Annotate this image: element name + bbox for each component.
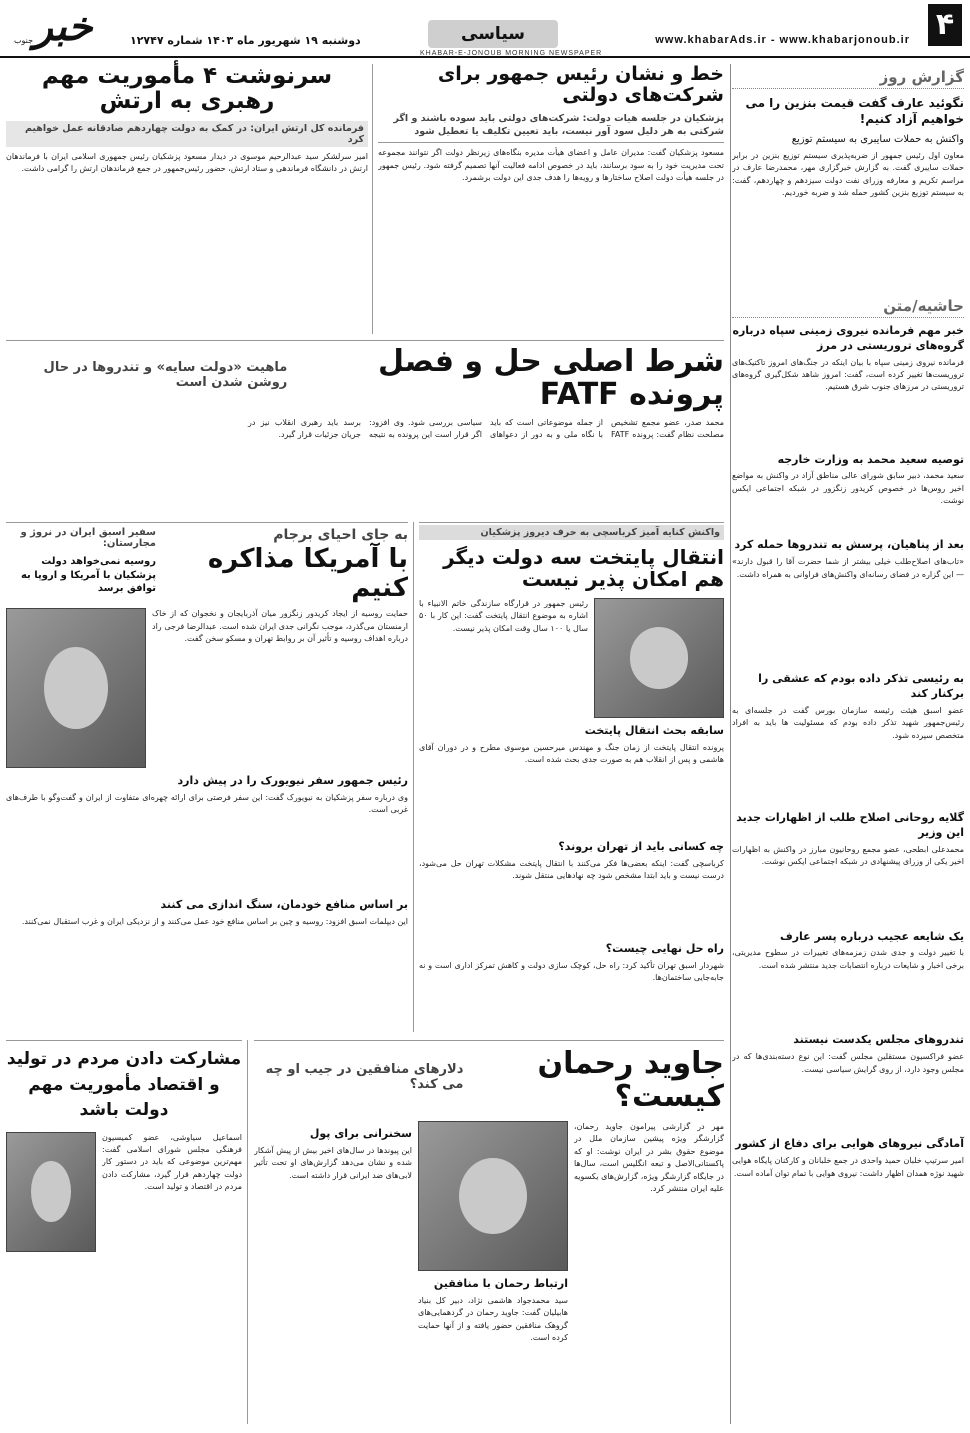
- report-box-title: گزارش روز: [732, 64, 964, 89]
- page-number: ۴: [928, 4, 962, 46]
- english-name: KHABAR-E-JONOUB MORNING NEWSPAPER: [420, 50, 603, 57]
- margin-article6-body: با تغییر دولت و جدی شدن زمزمه‌های تغییرات در سطوح مدیریتی، برخی اخبار و شایعات درباره انتصابات جدید منتشر شده است.: [732, 948, 964, 970]
- story3-kicker: ماهیت «دولت سایه» و تندروها در حال روشن شدن است: [43, 360, 288, 390]
- margin-article8-title: آمادگی نیروهای هوایی برای دفاع از کشور: [735, 1137, 964, 1151]
- margin-box-title: حاشیه/متن: [732, 293, 964, 318]
- story-capital-relocation: [419, 522, 724, 1032]
- column-divider: [730, 64, 731, 1424]
- newspaper-logo: خبر: [33, 3, 93, 50]
- story-people-participation: [6, 1040, 242, 1424]
- story6-sub1-body: سید محمدجواد هاشمی نژاد، دبیر کل بنیاد هابیلیان گفت: جاوید رحمان در گردهمایی‌های گروهک منافقین حضور یافته و از آنها حمایت کرده است.: [418, 1295, 568, 1343]
- story1-headline: خط و نشان رئیس جمهور برای شرکت‌های دولتی: [437, 63, 724, 106]
- story-state-companies: [378, 64, 724, 334]
- margin-article7-title: تندروهای مجلس یکدست نیستند: [793, 1033, 964, 1047]
- top-divider: [372, 64, 373, 334]
- story-javaid-rehman: [254, 1040, 724, 1424]
- story-army-missions: [6, 64, 368, 334]
- margin-article4-title: به رئیسی تذکر داده بودم که عشقی را برکنار کند: [758, 672, 964, 701]
- story4-box3-body: شهردار اسبق تهران تأکید کرد: راه حل، کوچک سازی دولت و کاهش تمرکز اداری است و نه جابه‌جایی ساختمان‌ها.: [419, 960, 724, 982]
- margin-article1-title: خبر مهم فرمانده نیروی زمینی سپاه درباره گروه‌های تروریستی در مرز: [732, 323, 964, 352]
- margin-article5-title: گلایه روحانی اصلاح طلب از اظهارات جدید این وزیر: [736, 810, 964, 839]
- margin-article3-body: «تاب‌های اصلاح‌طلب خیلی بیشتر از شما حضرت آقا را قبول دارند» — این گزاره در فضای رسانه‌ای واکنش‌های فراوانی به همراه داشت.: [732, 557, 964, 579]
- masthead: [0, 0, 970, 58]
- story5-side-headline: روسیه نمی‌خواهد دولت پزشکیان با آمریکا و اروپا به توافق برسد: [20, 556, 156, 594]
- margin-article3-title: بعد از پناهیان، پرسش به تندروها حمله کرد: [734, 538, 964, 552]
- story5-sub2-body: این دیپلمات اسبق افزود: روسیه و چین بر اساس منافع خود عمل می‌کنند و از نزدیکی ایران و غرب استقبال نمی‌کنند.: [21, 916, 408, 926]
- story5-headline: با آمریکا مذاکره کنیم: [207, 544, 408, 603]
- story4-box3-title: راه حل نهایی چیست؟: [605, 941, 724, 955]
- story6-headline: جاوید رحمان کیست؟: [537, 1046, 724, 1114]
- story5-kicker: به جای احیای برجام: [273, 527, 408, 543]
- siavashi-photo: [6, 1132, 96, 1252]
- story4-headline: انتقال پایتخت سه دولت دیگر هم امکان پذیر نیست: [443, 545, 724, 591]
- story6-sub2-body: این پیوندها در سال‌های اخیر بیش از پیش آشکار شده و نشان می‌دهد گزارش‌های او تحت تأثیر لابی‌های ضد ایرانی قرار داشته است.: [254, 1145, 412, 1180]
- margin-article5-body: محمدعلی ابطحی، عضو مجمع روحانیون مبارز در واکنش به اظهارات اخیر یکی از وزرای پیشنهادی در شبکه اجتماعی ایکس نوشت.: [732, 844, 964, 867]
- bottom-divider: [247, 1040, 248, 1424]
- margin-article2-title: توصیه سعید محمد به وزارت خارجه: [777, 452, 964, 466]
- website-urls[interactable]: www.khabarAds.ir - www.khabarjonoub.ir: [655, 34, 910, 46]
- story5-sub1-title: رئیس جمهور سفر نیویورک را در پیش دارد: [177, 774, 408, 788]
- report-body: معاون اول رئیس جمهور از ضربه‌پذیری سیستم توزیع بنزین در برابر حملات سایبری گفت. به گزارش خبرگزاری مهر، محمدرضا عارف در مراسم تکریم و معارفه وزرای نفت دولت سیزدهم و چهاردهم، گفت: به سیستم توزیع بنزین کشور حمله شد و ضربه خوردیم.: [732, 150, 964, 198]
- story4-box1-title: سابقه بحث انتقال پایتخت: [584, 724, 724, 737]
- story7-headline: مشارکت دادن مردم در تولید و اقتصاد مأموریت مهم دولت باشد: [6, 1049, 242, 1120]
- story6-body: مهر در گزارشی پیرامون جاوید رحمان، گزارشگر ویژه پیشین سازمان ملل در موضوع حقوق بشر در ایران نوشت: او که پاکستانی‌الاصل و تبعه انگلیس است، سال‌ها در جایگاه گزارشگر ویژه، گزارش‌های یکسویه علیه ایران منتشر کرد.: [574, 1122, 724, 1193]
- right-column: [732, 64, 964, 1424]
- story3-headline: شرط اصلی حل و فصل پرونده FATF: [378, 344, 724, 412]
- story5-sub1-body: وی درباره سفر پزشکیان به نیویورک گفت: این سفر فرصتی برای ارائه چهره‌ای متفاوت از ایران و گفت‌وگو با طرف‌های غربی است.: [6, 793, 408, 815]
- story4-box1-body: پرونده انتقال پایتخت از زمان جنگ و مهندس میرحسین موسوی مطرح و در دوران آقای هاشمی و پس از انقلاب هم به صورت جدی بحث شده است.: [419, 742, 724, 765]
- story-fatf: [6, 340, 724, 516]
- story1-body: مسعود پزشکیان گفت: مدیران عامل و اعضای هیأت مدیره بنگاه‌های زیرنظر دولت اگر نتوانند مجموعه تحت مدیریت خود را به سود برسانند، باید در خصوص ادامه فعالیت آنها تصمیم گرفته شود. رئیس جمهور در جلسه هیأت دولت اصلاح ساختارها و رویه‌ها را هدف جدی این دولت برشمرد.: [378, 148, 724, 183]
- dateline: دوشنبه ۱۹ شهریور ماه ۱۴۰۳ شماره ۱۲۷۴۷: [130, 34, 361, 47]
- story6-sub1-title: ارتباط رحمان با منافقین: [433, 1277, 568, 1290]
- story5-sub2-title: بر اساس منافع خودمان، سنگ اندازی می کنند: [160, 898, 408, 912]
- margin-article2-body: سعید محمد، دبیر سابق شورای عالی مناطق آزاد در واکنش به مواضع اخیر روس‌ها در خصوص کریدور زنگزور در شبکه اجتماعی ایکس نوشت.: [732, 471, 964, 506]
- margin-article6-title: یک شایعه عجیب درباره پسر عارف: [779, 929, 964, 943]
- story1-subhead: پزشکیان در جلسه هیات دولت: شرکت‌های دولتی باید سوده باشند و اگر شرکتی به هر دلیل سود آور نیست، باید تعیین تکلیف یا تعطیل شود: [393, 112, 724, 138]
- middle-divider: [413, 522, 414, 1032]
- margin-article4-body: عضو اسبق هیئت رئیسه سازمان بورس گفت در جلسه‌ای به رئیس‌جمهور شهید تذکر داده بودم که مسئولیت ها باید به افراد متخصص سپرده شود.: [732, 705, 964, 740]
- story6-sub2-title: سخنرانی برای پول: [309, 1127, 412, 1140]
- story2-subhead: فرمانده کل ارتش ایران: در کمک به دولت چهاردهم صادقانه عمل خواهیم کرد: [6, 121, 368, 147]
- story7-body: اسماعیل سیاوشی، عضو کمیسیون فرهنگی مجلس شورای اسلامی گفت: مهم‌ترین موضوعی که باید در دستور کار دولت چهاردهم قرار گیرد، مشارکت دادن مردم در اقتصاد و تولید است.: [102, 1132, 242, 1192]
- story3-body: محمد صدر، عضو مجمع تشخیص مصلحت نظام گفت: پرونده FATF از جمله موضوعاتی است که باید با نگاه ملی و به دور از دعواهای سیاسی بررسی شود. وی افزود: اگر قرار است این پرونده به نتیجه برسد باید رهبری انقلاب نیز در جریان جزئیات قرار گیرد.: [248, 418, 724, 440]
- story4-kicker: واکنش کنایه آمیز کرباسچی به حرف دیروز پزشکیان: [419, 525, 724, 540]
- story5-side-kicker: سفیر اسبق ایران در نروژ و مجارستان:: [20, 527, 156, 549]
- margin-article1-body: فرمانده نیروی زمینی سپاه با بیان اینکه در جنگ‌های امروز تاکتیک‌های تروریست‌ها تغییر کرده است، گفت: امروز شاهد شکل‌گیری گروه‌های تروریستی در مرزهای جنوب شرق هستیم.: [732, 357, 964, 392]
- story4-box2-title: چه کسانی باید از تهران بروند؟: [558, 839, 724, 853]
- story-negotiate-america: [6, 522, 408, 1032]
- story2-headline: سرنوشت ۴ مأموریت مهم رهبری به ارتش: [41, 63, 333, 115]
- karbaschi-photo: [594, 598, 724, 718]
- story1-rule: [378, 142, 724, 143]
- section-tab: سیاسی: [428, 20, 558, 48]
- report-article-title: نگوئید عارف گفت قیمت بنزین را می خواهیم آزاد کنیم!: [745, 96, 964, 127]
- story2-body: امیر سرلشکر سید عبدالرحیم موسوی در دیدار مسعود پزشکیان رئیس جمهوری اسلامی ایران با فرماندهان ارتش در دانشگاه فرماندهی و ستاد ارتش، حضور رئیس‌جمهور در جمع فرماندهان ارتش را گرامی داشت.: [6, 151, 368, 173]
- main-area: [6, 64, 724, 1424]
- story4-box2-body: کرباسچی گفت: اینکه بعضی‌ها فکر می‌کنند با انتقال پایتخت مشکلات تهران حل می‌شود، درست نیست و باید ابتدا مشخص شود چه نهادهایی منتقل شوند.: [419, 858, 724, 881]
- farajirad-photo: [6, 608, 146, 768]
- logo-subtitle: جنوب: [14, 36, 34, 45]
- rehman-photo: [418, 1121, 568, 1271]
- story4-lead: رئیس جمهور در قرارگاه سازندگی خاتم الانبیاء با اشاره به موضوع انتقال پایتخت گفت: این کار با ۵۰ سال یا ۱۰۰ سال وقت امکان پذیر نیست.: [419, 599, 588, 633]
- report-subtitle: واکنش به حملات سایبری به سیستم توزیع: [791, 134, 964, 146]
- margin-article7-body: عضو فراکسیون مستقلین مجلس گفت: این نوع دسته‌بندی‌ها که در مجلس وجود دارد، از روی گرایش سیاسی نیست.: [732, 1052, 964, 1074]
- story5-body: حمایت روسیه از ایجاد کریدور زنگزور میان آذربایجان و نخجوان که از خاک ارمنستان می‌گذرد، موجب نگرانی جدی ایران شده است. عبدالرضا فرجی راد درباره اهداف روسیه و تأثیر آن بر روابط تهران و مسکو سخن گفت.: [152, 609, 408, 643]
- margin-article8-body: امیر سرتیپ خلبان حمید واحدی در جمع خلبانان و کارکنان پایگاه هوایی شهید نوژه همدان اظهار داشت: نیروی هوایی با تمام توان آماده است.: [732, 1156, 964, 1178]
- story6-kicker: دلارهای منافقین در جیب او چه می کند؟: [265, 1062, 464, 1092]
